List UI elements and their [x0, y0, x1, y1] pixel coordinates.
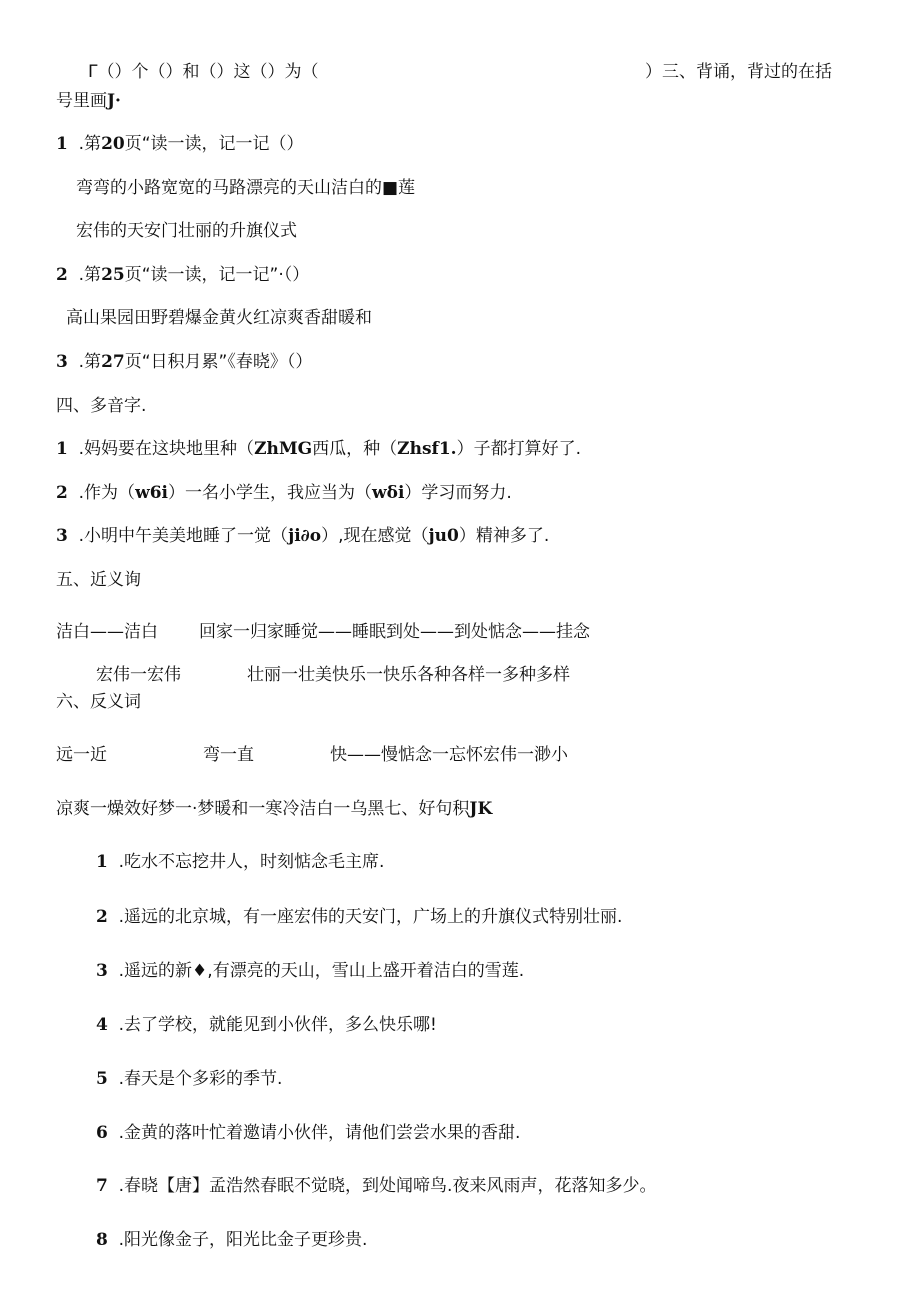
antonyms-row-1c: 快——慢惦念一忘怀宏伟一渺小: [330, 745, 568, 765]
polyphone-item-3: 3 .小明中午美美地睡了一觉（ji∂o）,现在感觉（ju0）精神多了.: [56, 526, 550, 546]
recite-item-1-words: 弯弯的小路宽宽的马路漂亮的天山洁白的■莲: [76, 178, 416, 198]
antonyms-row-2: 凉爽一燥效好梦一·梦暖和一寒冷洁白一乌黑七、好句积JK: [56, 799, 493, 819]
polyphone-item-2: 2 .作为（w6i）一名小学生，我应当为（wδi）学习而努力.: [56, 483, 512, 503]
antonyms-row-1b: 弯一直: [203, 745, 254, 765]
polyphone-heading: 四、多音字.: [56, 396, 147, 416]
antonyms-row-1a: 远一近: [56, 745, 107, 765]
section-three-heading: ）三、背诵，背过的在括: [645, 62, 832, 82]
antonyms-heading: 六、反义词: [56, 692, 141, 712]
recite-item-2-words: 高山果园田野碧爆金黄火红凉爽香甜暖和: [66, 308, 372, 328]
synonyms-row-1a: 洁白——洁白: [56, 622, 158, 642]
synonyms-row-2b: 壮丽一壮美快乐一快乐各种各样一多种多样: [247, 665, 570, 685]
recite-item-2: 2 .第25页“读一读，记一记”·（）: [56, 265, 310, 285]
fill-blank-line: Γ（）个（）和（）这（）为（: [88, 62, 319, 82]
polyphone-item-1: 1 .妈妈要在这块地里种（ZhMG西瓜，种（Zhsf1.）子都打算好了.: [56, 439, 581, 459]
sentence-item: 5 .春天是个多彩的季节.: [96, 1069, 283, 1089]
synonyms-heading: 五、近义询: [56, 570, 141, 590]
synonyms-row-2a: 宏伟一宏伟: [96, 665, 181, 685]
recite-item-1-words-2: 宏伟的天安门壮丽的升旗仪式: [76, 221, 297, 241]
recite-item-3: 3 .第27页“日积月累”《春晓》（）: [56, 352, 313, 372]
sentence-item: 3 .遥远的新♦,有漂亮的天山，雪山上盛开着洁白的雪莲.: [96, 961, 525, 981]
sentence-item: 1 .吃水不忘挖井人，时刻惦念毛主席.: [96, 852, 385, 872]
sentence-item: 8 .阳光像金子，阳光比金子更珍贵.: [96, 1230, 368, 1250]
sentence-item: 4 .去了学校，就能见到小伙伴，多么快乐哪!: [96, 1015, 437, 1035]
recite-item-1: 1 .第20页“读一读，记一记（）: [56, 134, 304, 154]
sentence-item: 6 .金黄的落叶忙着邀请小伙伴，请他们尝尝水果的香甜.: [96, 1123, 521, 1143]
sentence-item: 7 .春晓【唐】孟浩然春眠不觉晓，到处闻啼鸟.夜来风雨声，花落知多少。: [96, 1176, 657, 1196]
synonyms-row-1b: 回家一归家睡觉——睡眠到处——到处惦念——挂念: [199, 622, 590, 642]
sentence-item: 2 .遥远的北京城，有一座宏伟的天安门，广场上的升旗仪式特别壮丽.: [96, 907, 623, 927]
section-three-heading-cont: 号里画J·: [56, 91, 121, 111]
